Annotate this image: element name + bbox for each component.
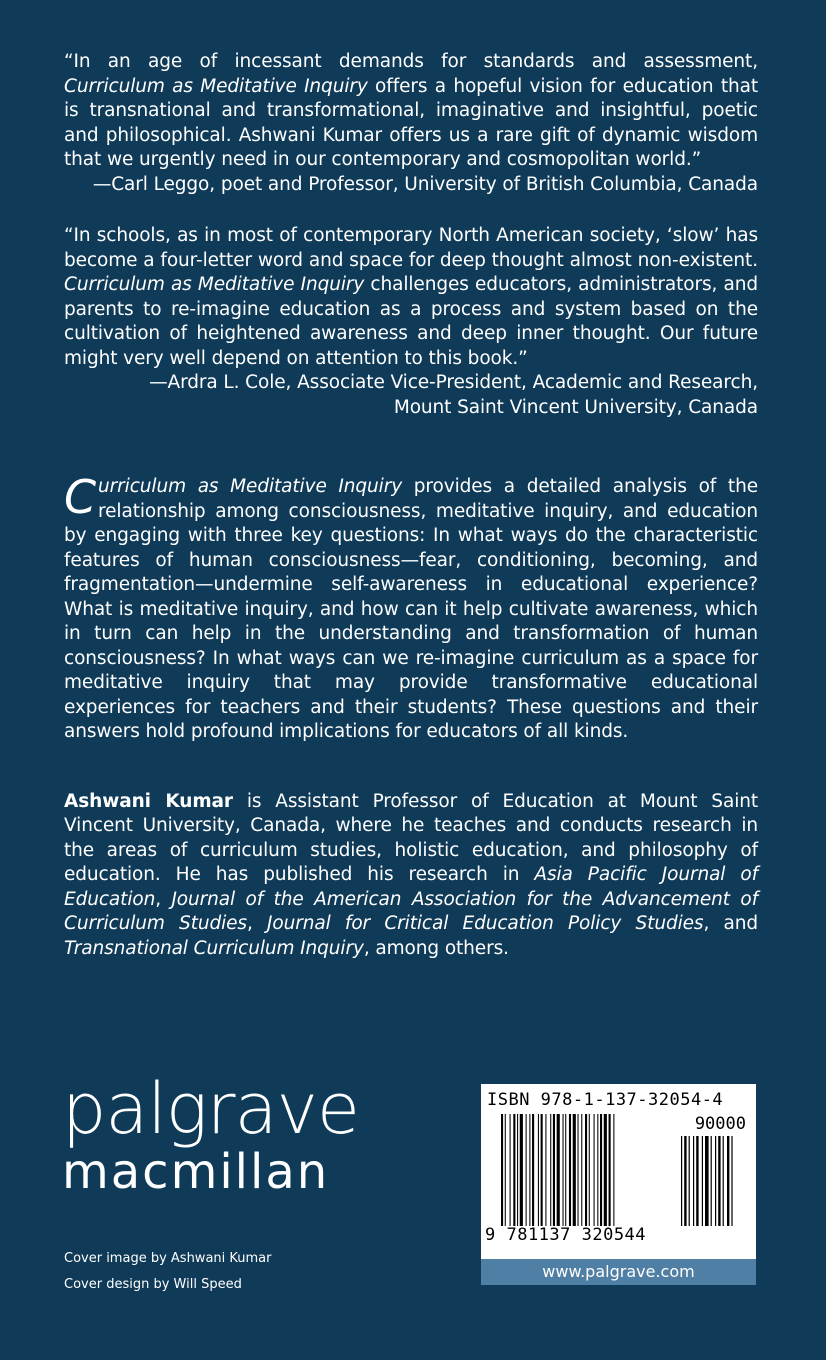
addon-barcode-bars [681,1136,751,1226]
isbn-number: ISBN 978-1-137-32054-4 [487,1090,724,1110]
author-bio: Ashwani Kumar is Assistant Professor of Education at Mount Saint Vincent University, Canada, where he teaches and conducts research in the areas of curriculum studies, holistic education, and philosophy of education. He has published his research in Asia Pacific Journal of Education, Journal of the American Association for the Advancement of Curriculum Studies, Journal for Critical Education Policy Studies, and Transnational Curriculum Inquiry, among others. [64,790,759,959]
logo-palgrave: palgrave [62,1068,359,1150]
isbn-barcode [481,1084,756,1259]
publisher-logo [62,1068,359,1200]
book-title-ref: Curriculum as Meditative Inquiry [64,274,365,295]
quote-2-attribution-line1: —Ardra L. Cole, Associate Vice-President, Academic and Research, [149,372,758,393]
book-title: urriculum as Meditative Inquiry [98,476,403,497]
book-description: Curriculum as Meditative Inquiry provides a detailed analysis of the relationship among consciousness, meditative inquiry, and education by engaging with three key questions: In what ways do the characteristic features of human consciousness—fear, conditioning, becoming, and fragmentation—undermine self-awareness in educational experience? What is meditative inquiry, and how can it help cultivate awareness, which in turn can help in the understanding and transformation of human consciousness? In what ways can we re-imagine curriculum as a space for meditative inquiry that may provide transformative educational experiences for teachers and their students? These questions and their answers hold profound implications for educators of all kinds. [64,470,758,742]
price-code: 90000 [694,1114,746,1134]
cover-credits [64,1246,271,1298]
endorsement-quote-1: “In an age of incessant demands for standards and assessment, Curriculum as Meditative Inquiry offers a hopeful vision for education that is transnational and transformational, imaginative and insightful, poetic and philosophical. Ashwani Kumar offers us a rare gift of dynamic wisdom that we urgently need in our contemporary and cosmopolitan world.” —Carl Leggo, poet and Professor, University of British Columbia, Canada [64,50,758,197]
publisher-website: www.palgrave.com [481,1259,756,1285]
quote-1-attribution: —Carl Leggo, poet and Professor, University of British Columbia, Canada [92,173,758,195]
back-cover-text [64,50,758,961]
logo-macmillan: macmillan [62,1144,330,1200]
cover-image-credit: Cover image by Ashwani Kumar [64,1251,272,1266]
ean-number: 9 781137 320544 [485,1225,647,1245]
drop-cap: C [64,470,97,524]
book-title-ref: Curriculum as Meditative Inquiry [64,75,368,97]
ean-barcode-bars [501,1114,676,1226]
quote-2-attribution-line2: Mount Saint Vincent University, Canada [393,396,758,418]
cover-design-credit: Cover design by Will Speed [64,1277,242,1292]
author-name: Ashwani Kumar [64,790,233,812]
endorsement-quote-2: “In schools, as in most of contemporary North American society, ‘slow’ has become a four-letter word and space for deep thought almost non-existent. Curriculum as Meditative Inquiry challenges educators, administrators, and parents to re-imagine education as a process and system based on the cultivation of heightened awareness and deep inner thought. Our future might very well depend on attention to this book.” —Ardra L. Cole, Associate Vice-President, Academic and Research, Mount Saint Vincent University, Canada [64,224,758,420]
